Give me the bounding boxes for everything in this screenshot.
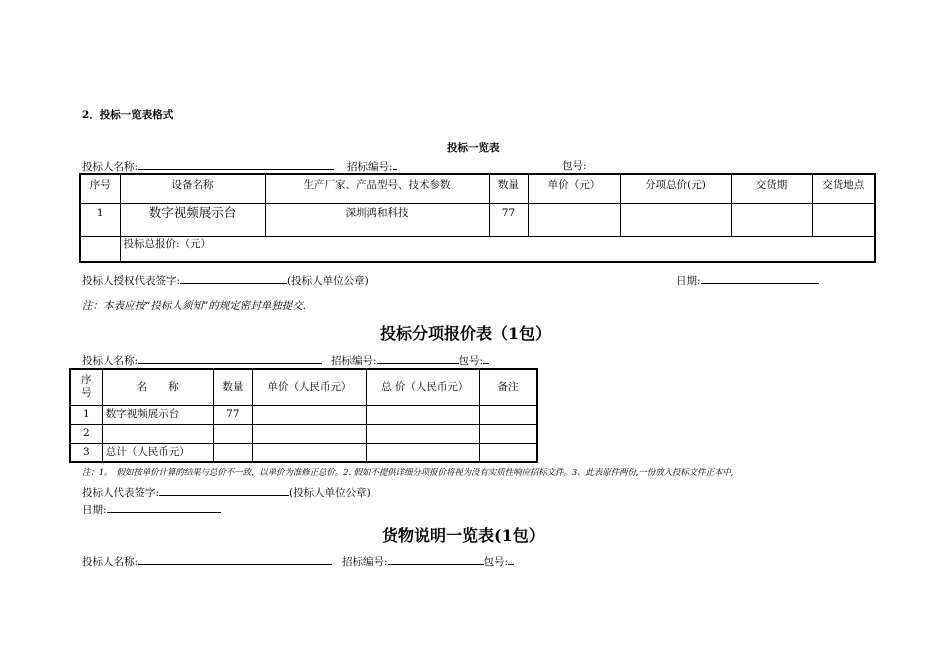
signature2-row — [82, 484, 371, 500]
header-quantity: 数量 — [489, 174, 528, 203]
cell-delivery-place[interactable] — [812, 203, 875, 236]
cell-total-price[interactable] — [367, 405, 480, 424]
header-remark: 备注 — [479, 369, 537, 405]
table2-header-row — [70, 369, 537, 405]
bidder-name-label: 投标人名称: — [82, 355, 139, 367]
package-label: 包号: — [483, 556, 509, 568]
package-field[interactable] — [483, 352, 489, 364]
bidder-name-field[interactable] — [138, 352, 322, 364]
cell-unit-price[interactable] — [253, 405, 367, 424]
tender-no-label: 招标编号: — [347, 161, 393, 173]
header-manufacturer: 生产厂家、产品型号、技术参数 — [265, 174, 489, 203]
date-label: 日期: — [82, 504, 107, 516]
tender-no-field[interactable] — [377, 352, 459, 364]
table-row — [70, 405, 537, 424]
header-device-name: 设备名称 — [120, 174, 265, 203]
header-index: 序号 — [70, 369, 102, 405]
table-row — [70, 443, 537, 462]
tender-no-row — [347, 158, 397, 174]
date-field[interactable] — [107, 501, 221, 513]
table-row — [80, 203, 875, 236]
tender-no-label: 招标编号: — [342, 556, 388, 568]
seal-label: (投标人单位公章) — [289, 487, 371, 499]
table3-bidder-row — [82, 553, 332, 569]
cell-unit-price[interactable] — [253, 443, 367, 462]
cell-total-price[interactable] — [367, 424, 480, 443]
rep-sign-field[interactable] — [180, 272, 287, 284]
tender-no-field[interactable] — [388, 553, 484, 565]
seal-label: (投标人单位公章) — [287, 275, 369, 287]
date-label: 日期: — [676, 275, 701, 287]
cell-index: 3 — [70, 443, 102, 462]
package-row — [562, 158, 587, 173]
rep-sign-label: 投标人授权代表签字: — [82, 275, 181, 287]
bid-summary-table — [79, 173, 876, 263]
tender-no-label: 招标编号: — [331, 355, 377, 367]
tender-no-field[interactable] — [393, 158, 397, 170]
bidder-name-field[interactable] — [138, 158, 334, 170]
note1: 注：本表应按“投标人须知”的规定密封单独提交. — [82, 300, 307, 312]
rep-sign-field[interactable] — [159, 484, 289, 496]
table2-note: 注：1。 假如按单价计算的结果与总价不一致，以单价为准修正总价。2. 假如不提供详细分项报价将视为没有实质性响应招标文件。3、此表原件两份,一份放入投标文件正本中, — [82, 468, 734, 478]
package-label: 包号: — [458, 355, 484, 367]
cell-unit-price[interactable] — [528, 203, 620, 236]
cell-name: 总计（人民币元） — [102, 443, 213, 462]
table1-bidder-row — [82, 158, 334, 174]
table2-tender-row — [331, 352, 489, 368]
bidder-name-label: 投标人名称: — [82, 161, 139, 173]
cell-name: 数字视频展示台 — [102, 405, 213, 424]
table3-title: 货物说明一览表(1包） — [382, 526, 545, 545]
table1-total-row — [80, 236, 875, 262]
header-quantity: 数量 — [213, 369, 252, 405]
bidder-name-label: 投标人名称: — [82, 556, 139, 568]
header-name: 名 称 — [102, 369, 213, 405]
cell-unit-price[interactable] — [253, 424, 367, 443]
cell-index: 1 — [70, 405, 102, 424]
date2-row — [82, 501, 221, 517]
signature1-row — [82, 272, 369, 288]
cell-total-blank — [80, 236, 120, 262]
cell-quantity[interactable] — [213, 424, 252, 443]
header-delivery-time: 交货期 — [731, 174, 812, 203]
table2-title: 投标分项报价表（1包） — [380, 324, 552, 343]
header-index: 序号 — [80, 174, 120, 203]
header-unit-price: 单价（人民币元） — [253, 369, 367, 405]
bidder-name-field[interactable] — [138, 553, 332, 565]
cell-quantity: 77 — [213, 405, 252, 424]
cell-name[interactable] — [102, 424, 213, 443]
cell-delivery-time[interactable] — [731, 203, 812, 236]
cell-quantity: 77 — [489, 203, 528, 236]
cell-remark[interactable] — [479, 424, 537, 443]
cell-subtotal[interactable] — [620, 203, 731, 236]
table2-bidder-row — [82, 352, 322, 368]
table3-tender-row — [342, 553, 514, 569]
date-field[interactable] — [701, 272, 819, 284]
cell-device-name: 数字视频展示台 — [120, 203, 265, 236]
total-price-label: 投标总报价:（元） — [120, 236, 875, 262]
table1-title: 投标一览表 — [447, 142, 500, 154]
cell-index: 1 — [80, 203, 120, 236]
header-subtotal: 分项总价(元) — [620, 174, 731, 203]
cell-manufacturer: 深圳鸿和科技 — [265, 203, 489, 236]
package-field[interactable] — [508, 553, 514, 565]
header-total-price: 总 价（人民币元） — [367, 369, 480, 405]
section-heading: 2．投标一览表格式 — [82, 109, 174, 121]
cell-remark[interactable] — [479, 443, 537, 462]
cell-quantity[interactable] — [213, 443, 252, 462]
rep-sign-label: 投标人代表签字: — [82, 487, 160, 499]
table-row — [70, 424, 537, 443]
cell-total-price[interactable] — [367, 443, 480, 462]
cell-remark[interactable] — [479, 405, 537, 424]
table1-header-row — [80, 174, 875, 203]
itemized-price-table — [69, 368, 538, 463]
header-delivery-place: 交货地点 — [812, 174, 875, 203]
cell-index: 2 — [70, 424, 102, 443]
header-unit-price: 单价（元） — [528, 174, 620, 203]
package-label: 包号: — [562, 160, 587, 172]
date1-row — [676, 272, 819, 288]
